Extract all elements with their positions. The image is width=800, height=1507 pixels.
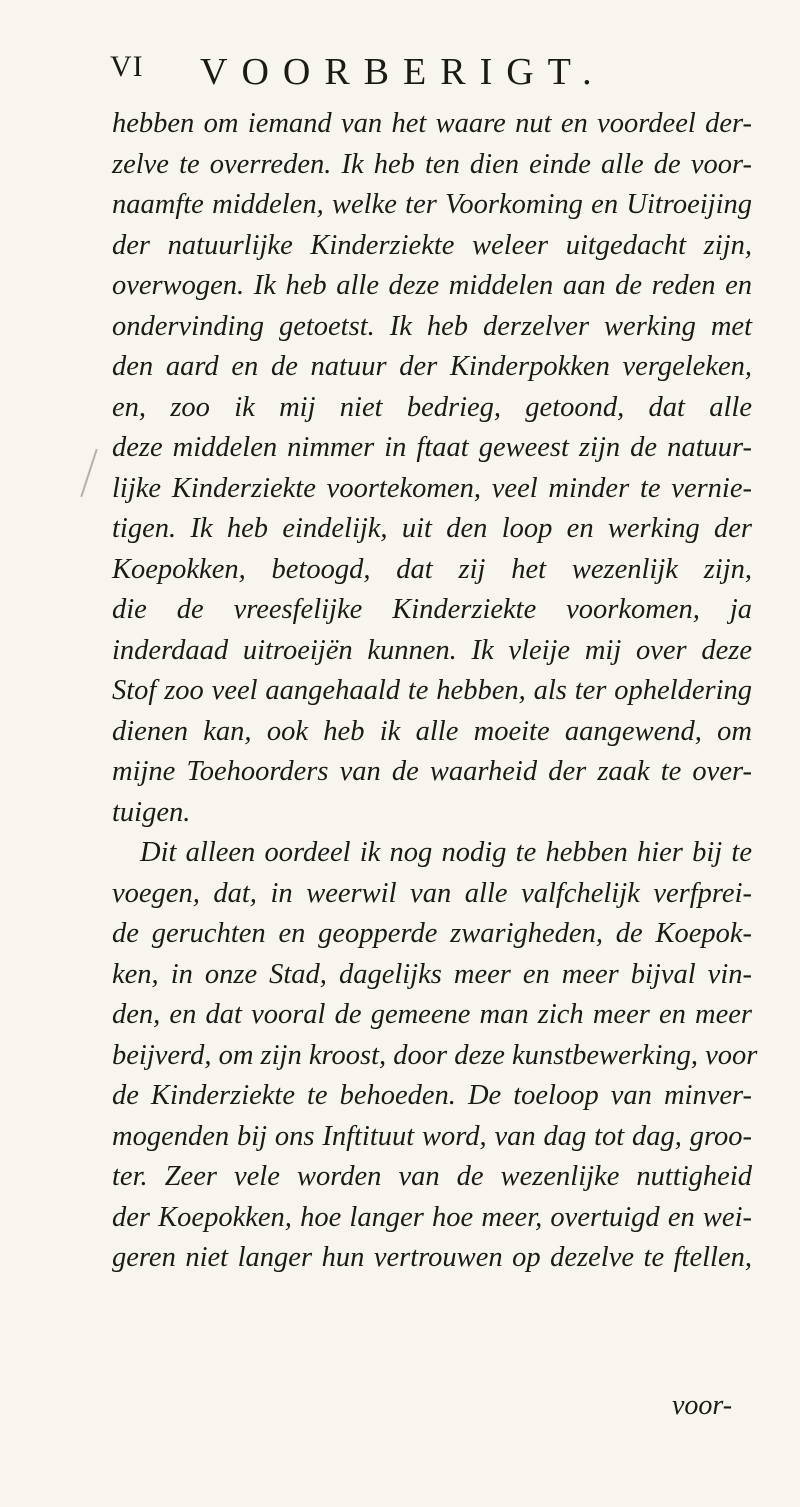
text-line: voegen, dat, in weerwil van alle valfchelijk verfprei- — [112, 877, 752, 909]
margin-mark — [80, 449, 97, 497]
text-line: hebben om iemand van het waare nut en voordeel der- — [112, 108, 752, 139]
text-line: overwogen. Ik heb alle deze middelen aan de reden en — [112, 270, 752, 301]
text-line: dienen kan, ook heb ik alle moeite aangewend, om — [112, 715, 752, 747]
text-line: de Kinderziekte te behoeden. De toeloop van minver- — [112, 1080, 752, 1111]
catchword: voor- — [672, 1390, 733, 1421]
text-line: Dit alleen oordeel ik nog nodig te hebben hier bij te — [140, 837, 752, 868]
text-line: tigen. Ik heb eindelijk, uit den loop en werking der — [112, 513, 752, 544]
text-line: geren niet langer hun vertrouwen op dezelve te ftellen, — [112, 1242, 752, 1273]
text-line: den aard en de natuur der Kinderpokken vergeleken, — [112, 351, 752, 382]
text-line: lijke Kinderziekte voortekomen, veel minder te vernie- — [112, 472, 752, 504]
text-line: zelve te overreden. Ik heb ten dien einde alle de voor- — [112, 148, 752, 180]
page-header — [110, 50, 730, 100]
body-text — [112, 104, 758, 1279]
text-line: mijne Toehoorders van de waarheid der zaak te over- — [112, 756, 752, 787]
text-line: der Koepokken, hoe langer hoe meer, overtuigd en wei- — [112, 1201, 752, 1233]
page-number: VI — [110, 50, 144, 83]
text-line: mogenden bij ons Inftituut word, van dag tot dag, groo- — [112, 1120, 752, 1152]
text-line: Koepokken, betoogd, dat zij het wezenlijk zijn, — [112, 553, 752, 585]
text-line: ter. Zeer vele worden van de wezenlijke nuttigheid — [112, 1161, 752, 1192]
text-line: inderdaad uitroeijën kunnen. Ik vleije mij over deze — [112, 634, 752, 666]
text-line: Stof zoo veel aangehaald te hebben, als ter opheldering — [112, 675, 752, 706]
text-line: deze middelen nimmer in ftaat geweest zijn de natuur- — [112, 432, 752, 463]
text-line: die de vreesfelijke Kinderziekte voorkomen, ja — [112, 594, 752, 625]
text-line: beijverd, om zijn kroost, door deze kunstbewerking, voor — [112, 1039, 758, 1071]
text-line: tuigen. — [112, 796, 191, 828]
text-line: ondervinding getoetst. Ik heb derzelver werking met — [112, 310, 752, 342]
text-line: der natuurlijke Kinderziekte weleer uitgedacht zijn, — [112, 229, 752, 261]
text-line: naamfte middelen, welke ter Voorkoming en Uitroeijing — [112, 189, 752, 220]
text-line: de geruchten en geopperde zwarigheden, de Koepok- — [112, 918, 752, 949]
running-title: VOORBERIGT. — [200, 51, 606, 93]
text-line: den, en dat vooral de gemeene man zich meer en meer — [112, 999, 752, 1030]
text-line: ken, in onze Stad, dagelijks meer en meer bijval vin- — [112, 958, 752, 990]
text-line: en, zoo ik mij niet bedrieg, getoond, dat alle — [112, 391, 752, 423]
